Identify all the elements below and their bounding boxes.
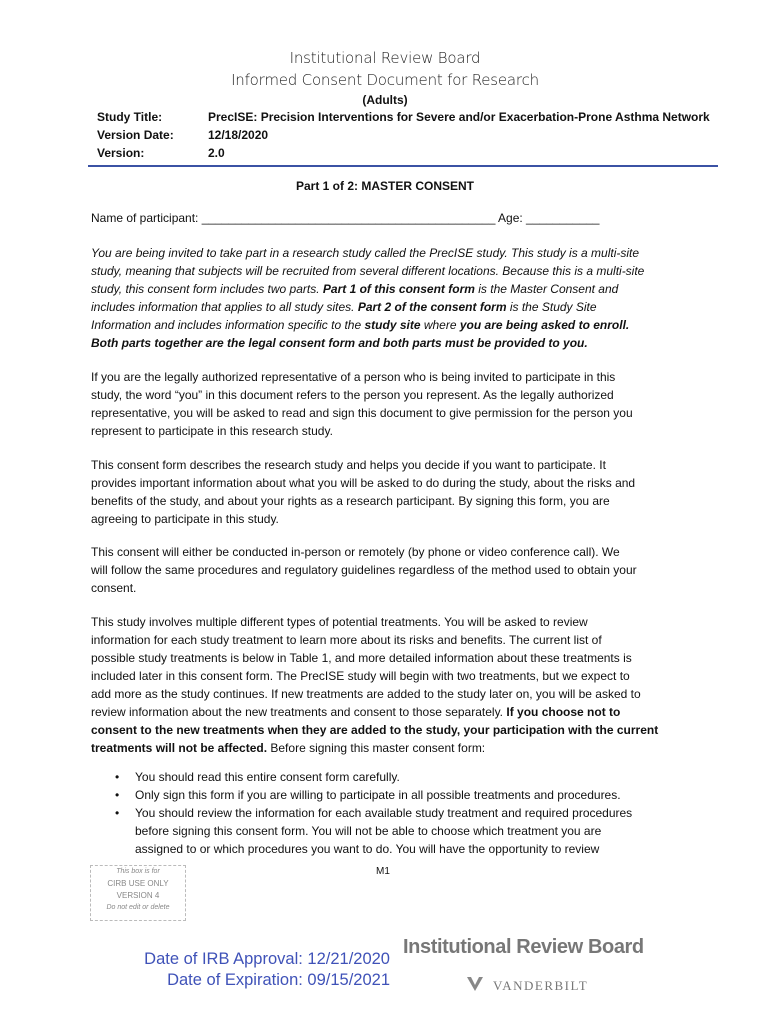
- page-number: M1: [376, 866, 390, 877]
- list-item-text: Only sign this form if you are willing to participate in all possible treatments and procedures.: [135, 788, 621, 802]
- study-title-label: Study Title:: [97, 110, 163, 124]
- vanderbilt-logo: [465, 975, 588, 997]
- treatments-paragraph: [91, 613, 691, 757]
- list-item-text: assigned to or which procedures you want to do. You will have the opportunity to review: [135, 842, 600, 856]
- list-item-text: You should read this entire consent form carefully.: [135, 770, 400, 784]
- irb-box-line: Do not edit or delete: [106, 904, 170, 911]
- emphasis-text: If you choose not to: [506, 705, 621, 719]
- version-label: Version:: [97, 146, 145, 160]
- document-title: Informed Consent Document for Research: [231, 71, 539, 89]
- description-paragraph: [91, 456, 691, 528]
- audience-label: (Adults): [362, 93, 408, 107]
- emphasis-text: Both parts together are the legal consent form and both parts must be provided to you.: [91, 336, 588, 350]
- lar-paragraph: [91, 368, 691, 440]
- emphasis-text: study site: [364, 318, 421, 332]
- participant-line: Name of participant: ____________________________________________ Age: ___________: [91, 211, 600, 225]
- remote-consent-paragraph: [91, 543, 691, 597]
- version-date-value: 12/18/2020: [208, 128, 269, 142]
- text-line: is the Master Consent and: [474, 282, 619, 296]
- text-line: benefits of the study, and about your rights as a research participant. By signing this form, you are: [91, 494, 610, 508]
- vanderbilt-oak-leaf-icon: [465, 975, 485, 997]
- header-org: Institutional Review Board: [289, 49, 481, 67]
- study-title-value: PrecISE: Precision Interventions for Severe and/or Exacerbation-Prone Asthma Network: [208, 110, 710, 124]
- text-line: You are being invited to take part in a research study called the PrecISE study. This study is a multi-site: [91, 246, 640, 260]
- text-line: study, meaning that subjects will be recruited from several different locations. Because this is a multi-site: [91, 264, 645, 278]
- emphasis-text: consent to the new treatments when they are added to the study, your participation with the current: [91, 723, 659, 737]
- text-line: This consent form describes the research study and helps you decide if you want to participate. It: [91, 458, 606, 472]
- text-line: is the Study Site: [506, 300, 597, 314]
- list-item-text: You should review the information for each available study treatment and required procedures: [135, 806, 633, 820]
- header-divider: [88, 165, 718, 167]
- irb-box-line: This box is for: [116, 868, 160, 875]
- text-line: study, this consent form includes two parts.: [91, 282, 323, 296]
- text-line: agreeing to participate in this study.: [91, 512, 279, 526]
- irb-expiration-date: Date of Expiration: 09/15/2021: [167, 971, 390, 989]
- text-line: possible study treatments is below in Table 1, and more detailed information about these treatments is: [91, 651, 632, 665]
- text-line: information for each study treatment to learn more about its risks and benefits. The current list of: [91, 633, 602, 647]
- text-line: will follow the same procedures and regulatory guidelines regardless of the method used to obtain your: [91, 563, 637, 577]
- intro-paragraph: [91, 244, 691, 352]
- list-item: • Only sign this form if you are willing to participate in all possible treatments and procedures.: [115, 788, 621, 802]
- list-item-text: before signing this consent form. You will not be able to choose which treatment you are: [135, 824, 602, 838]
- irb-use-box: [90, 865, 186, 921]
- text-line: This study involves multiple different types of potential treatments. You will be asked to review: [91, 615, 588, 629]
- list-item: • You should read this entire consent form carefully.: [115, 770, 400, 784]
- text-line: provides important information about what you will be asked to do during the study, about the risks and: [91, 476, 636, 490]
- irb-approval-date: Date of IRB Approval: 12/21/2020: [144, 950, 390, 968]
- emphasis-text: treatments will not be affected.: [91, 741, 268, 755]
- irb-logo-title: Institutional Review Board: [403, 936, 644, 958]
- instructions-list: [115, 768, 695, 858]
- irb-box-line: CIRB USE ONLY: [107, 879, 169, 888]
- text-line: This consent will either be conducted in-person or remotely (by phone or video conference call). We: [91, 545, 620, 559]
- text-line: where: [420, 318, 460, 332]
- list-item: • You should review the information for each available study treatment and required procedures before signing this consent form. You will not be able to choose which treatment you are assigned to or which procedures you want to do. You will have the opportunity to review: [115, 804, 695, 858]
- text-line: included later in this consent form. The PrecISE study will begin with two treatments, but we expect to: [91, 669, 630, 683]
- emphasis-text: you are being asked to enroll.: [459, 318, 630, 332]
- irb-box-line: VERSION 4: [116, 891, 160, 900]
- emphasis-text: Part 2 of the consent form: [357, 300, 507, 314]
- text-line: Before signing this master consent form:: [267, 741, 486, 755]
- text-line: Information and includes information specific to the: [91, 318, 365, 332]
- version-date-label: Version Date:: [97, 128, 174, 142]
- text-line: add more as the study continues. If new treatments are added to the study later on, you will be asked to: [91, 687, 641, 701]
- emphasis-text: Part 1 of this consent form: [322, 282, 475, 296]
- text-line: study, the word “you” in this document refers to the person you represent. As the legally authorized: [91, 388, 614, 402]
- text-line: includes information that applies to all study sites.: [91, 300, 358, 314]
- text-line: If you are the legally authorized representative of a person who is being invited to participate in this: [91, 370, 616, 384]
- version-value: 2.0: [208, 146, 225, 160]
- text-line: represent to participate in this research study.: [91, 424, 333, 438]
- vanderbilt-wordmark: VANDERBILT: [493, 978, 589, 993]
- text-line: consent.: [91, 581, 137, 595]
- text-line: representative, you will be asked to read and sign this document to give permission for the person you: [91, 406, 633, 420]
- text-line: review information about the new treatments and consent to those separately.: [91, 705, 507, 719]
- part-heading: Part 1 of 2: MASTER CONSENT: [295, 179, 475, 193]
